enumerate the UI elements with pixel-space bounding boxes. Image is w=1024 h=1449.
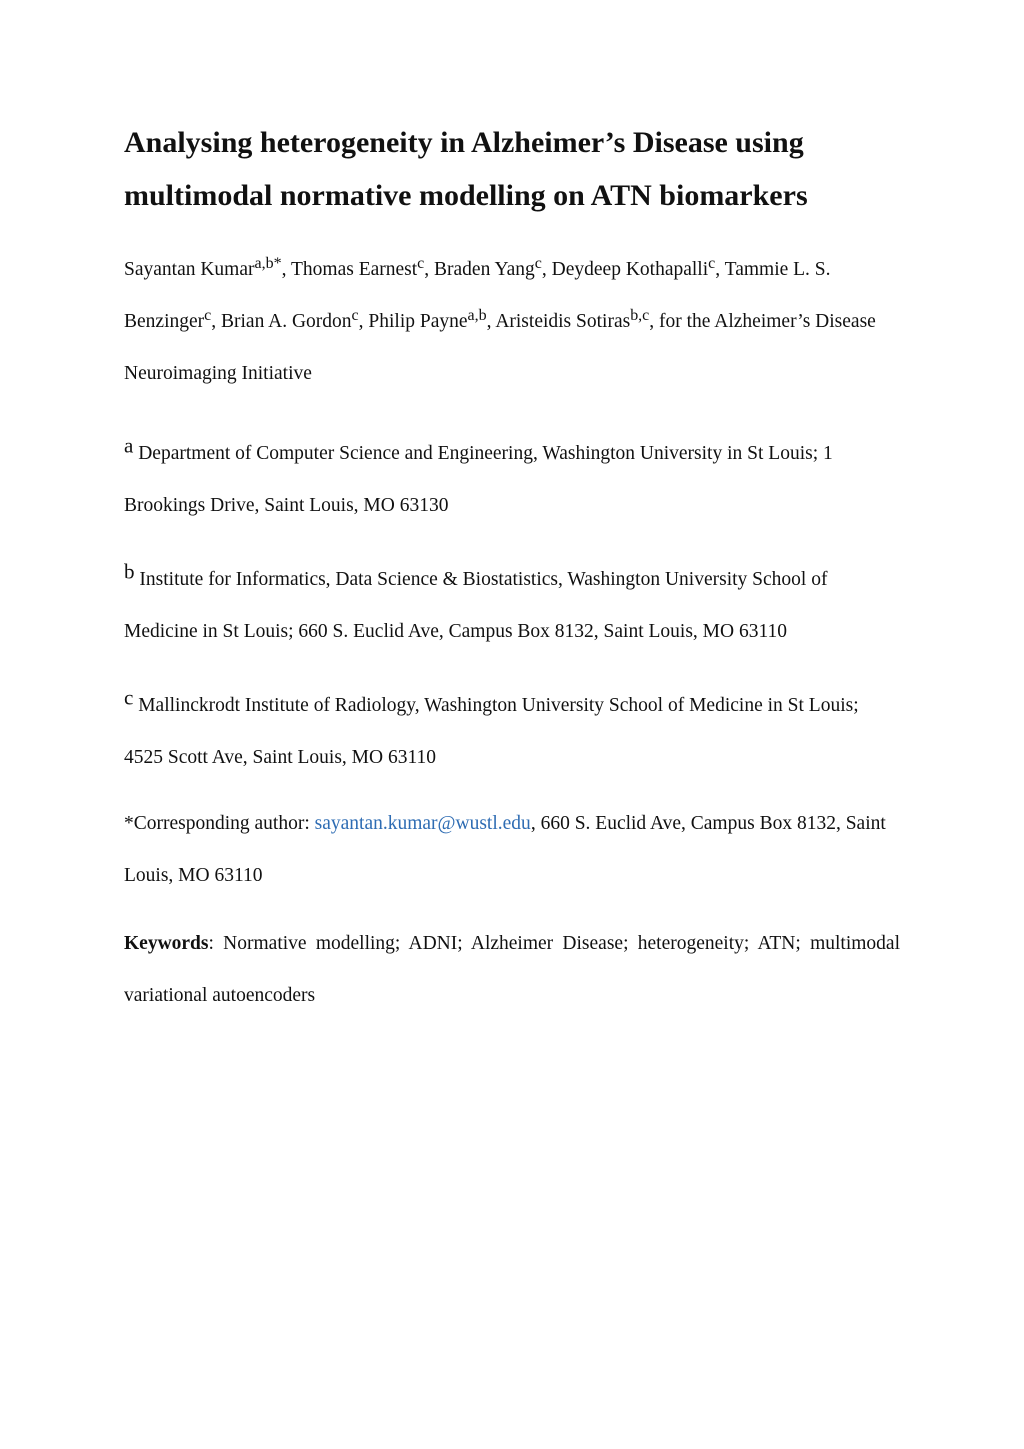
author-affiliation-mark: c [417, 254, 425, 272]
author-affiliation-mark: b,c [630, 306, 650, 324]
paper-title-line-2: multimodal normative modelling on ATN biomarkers [124, 179, 808, 212]
corresponding-author [124, 798, 900, 902]
author-list: Sayantan Kumar$^{a,b*}$, Thomas Earnest$^c$, Braden Yang$^c$, Deydeep Kothapalli$^c$, Tammie L. S. Benzinger$^c$, Brian A. Gordon$^c$, Philip Payne$^{a,b}$, Aristeidis Sotiras$^{b,c}$, for the Alzheimer’s Disease Neuroimaging Initiative [124, 254, 876, 384]
author-name: Deydeep Kothapalli [551, 259, 709, 280]
author-affiliation-mark: a,b* [254, 254, 282, 272]
affiliation-text: Mallinckrodt Institute of Radiology, Washington University School of Medicine in St Louis; 4525 Scott Ave, Saint Louis, MO 63110 [124, 695, 859, 768]
author-name: Braden Yang [434, 259, 535, 280]
author-affiliation-mark: a,b [467, 306, 487, 324]
author-name: Philip Payne [368, 311, 468, 332]
affiliation-letter: b [124, 559, 135, 584]
author-name: Tammie L. S. Benzinger [124, 259, 831, 332]
corresponding-email-link[interactable]: sayantan.kumar@wustl.edu [314, 813, 531, 834]
keywords [124, 918, 900, 1022]
author-name: Brian A. Gordon [221, 311, 352, 332]
corresponding-address: , 660 S. Euclid Ave, Campus Box 8132, Saint Louis, MO 63110 [124, 813, 886, 886]
keywords-label: Keywords [124, 933, 209, 954]
author-name: Aristeidis Sotiras [495, 311, 631, 332]
author-affiliation-mark: c [204, 306, 212, 324]
paper-title [124, 116, 900, 222]
affiliation-letter: c [124, 685, 134, 710]
affiliation-c [124, 680, 900, 784]
affiliation-text: Institute for Informatics, Data Science & Biostatistics, Washington University School of Medicine in St Louis; 660 S. Euclid Ave, Campus Box 8132, Saint Louis, MO 63110 [124, 569, 828, 642]
paper-title-line-1: Analysing heterogeneity in Alzheimer’s Disease using [124, 126, 804, 159]
affiliation-b [124, 554, 900, 658]
corresponding-label: *Corresponding author: [124, 813, 315, 834]
keywords-text: : Normative modelling; ADNI; Alzheimer Disease; heterogeneity; ATN; multimodal variational autoencoders [124, 933, 900, 1006]
affiliation-letter: a [124, 433, 134, 458]
author-name: Sayantan Kumar [124, 259, 255, 280]
author-affiliation-mark: c [708, 254, 716, 272]
authors-suffix: , for the Alzheimer’s Disease Neuroimaging Initiative [124, 311, 876, 384]
author-affiliation-mark: c [534, 254, 542, 272]
affiliation-a [124, 428, 900, 532]
author-name: Thomas Earnest [291, 259, 418, 280]
affiliation-text: Department of Computer Science and Engineering, Washington University in St Louis; 1 Brookings Drive, Saint Louis, MO 63130 [124, 443, 833, 516]
author-affiliation-mark: c [351, 306, 359, 324]
